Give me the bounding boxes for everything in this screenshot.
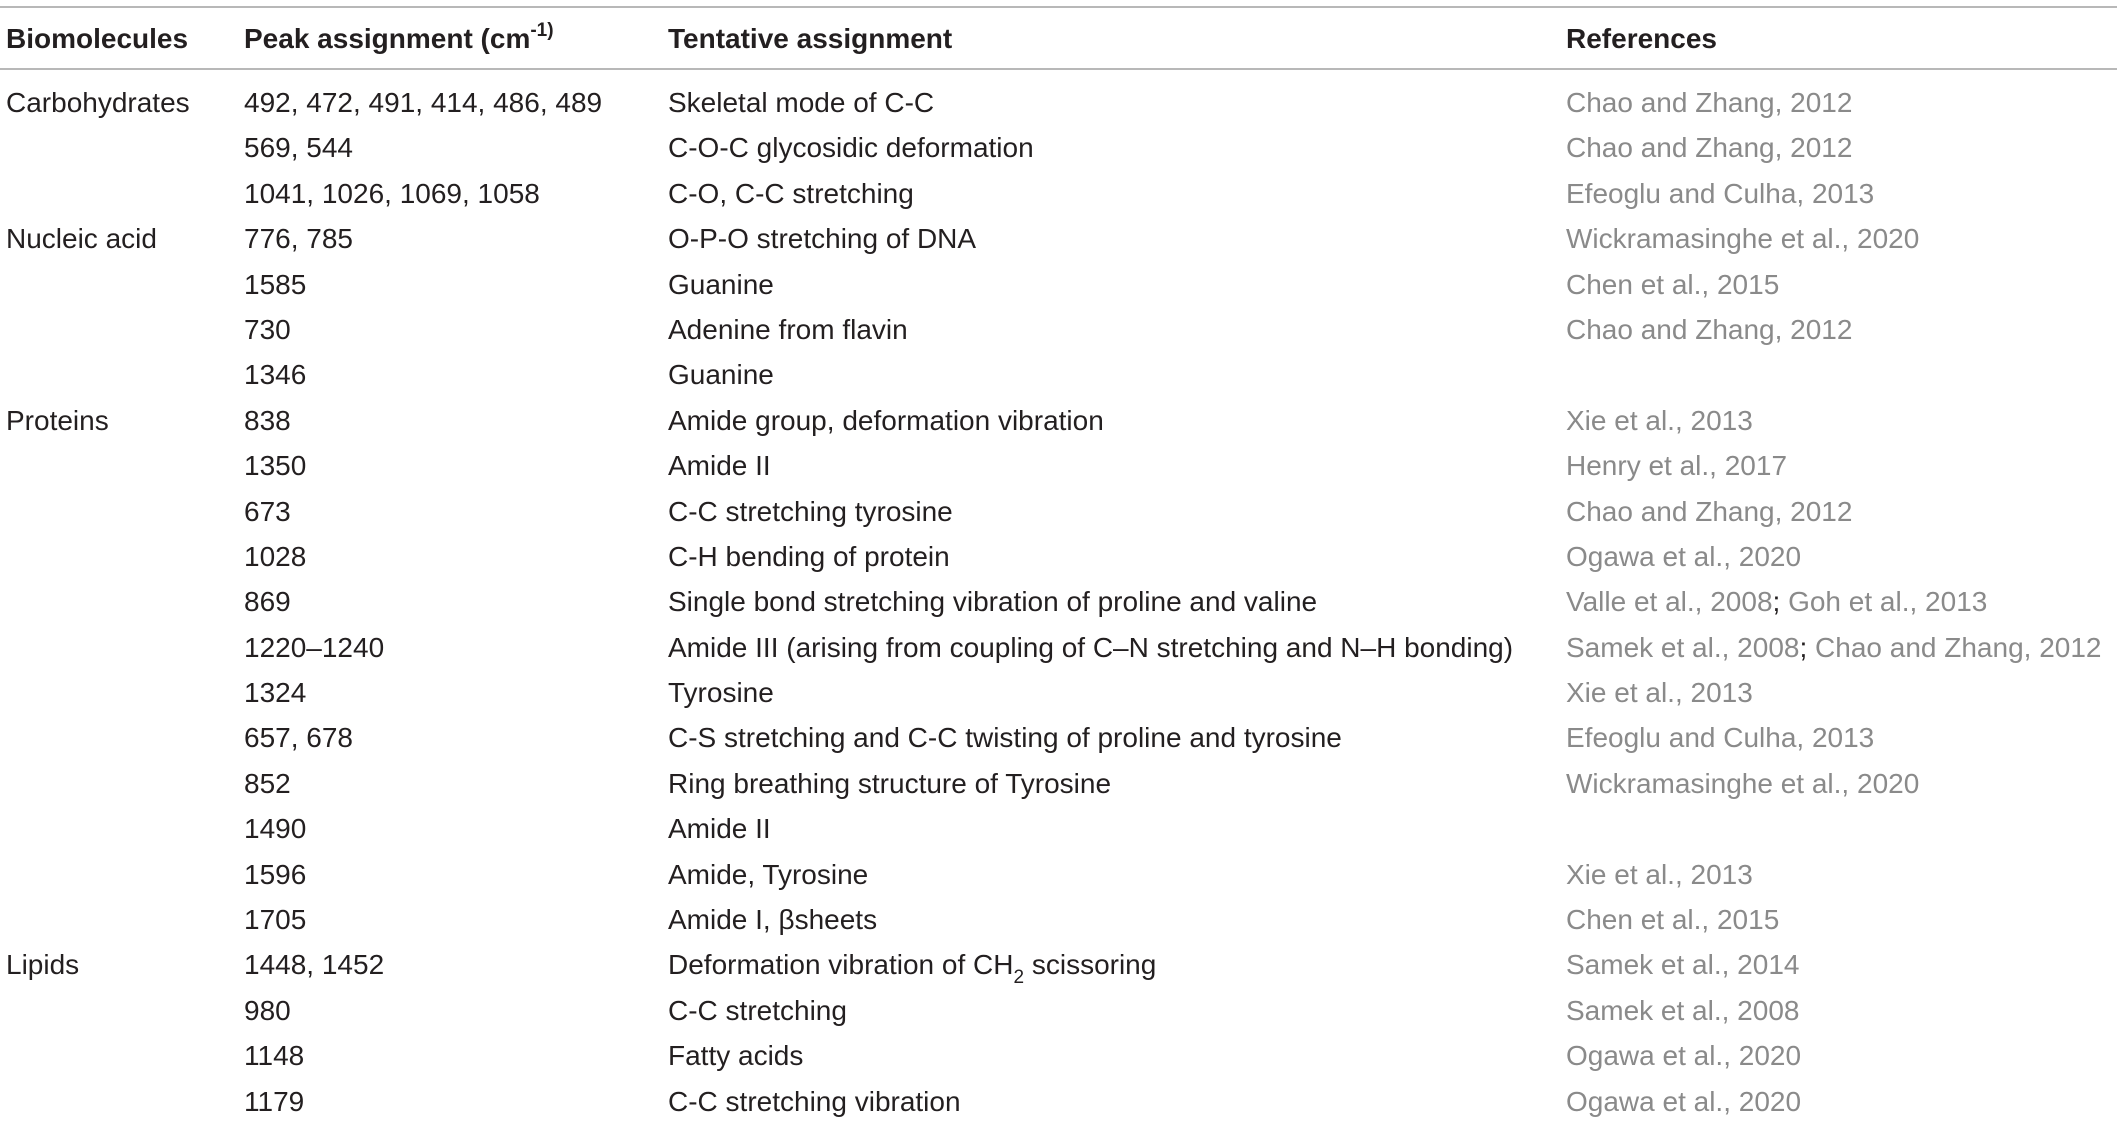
table-row [0,216,2117,261]
cell-peak-assignment: 1585 [244,268,307,300]
cell-tentative-assignment: Guanine [668,359,774,391]
cell-tentative-assignment [668,942,1156,987]
table-header-row [0,12,2117,66]
reference-link[interactable]: Goh et al., 2013 [1788,586,1988,618]
reference-link[interactable]: Efeoglu and Culha, 2013 [1566,177,1875,209]
cell-tentative-assignment: Amide, Tyrosine [668,858,869,890]
reference-link[interactable]: Chao and Zhang, 2012 [1566,313,1853,345]
cell-references [1566,398,1753,443]
cell-references [1566,670,1753,715]
table-row [0,852,2117,897]
reference-link[interactable]: Xie et al., 2013 [1566,677,1753,709]
cell-references [1566,1033,1801,1078]
cell-peak-assignment: 673 [244,495,291,527]
table-row [0,125,2117,170]
reference-link[interactable]: Chen et al., 2015 [1566,268,1780,300]
cell-peak-assignment: 1346 [244,359,307,391]
table-row [0,1079,2117,1124]
reference-separator: ; [1799,631,1816,663]
cell-peak-assignment: 730 [244,313,291,345]
cell-tentative-assignment: C-O-C glycosidic deformation [668,132,1034,164]
cell-biomolecule: Lipids [6,949,80,981]
table-row [0,80,2117,125]
header-references: References [1566,23,1717,54]
reference-link[interactable]: Wickramasinghe et al., 2020 [1566,223,1920,255]
table-row [0,1033,2117,1078]
cell-peak-assignment: 1448, 1452 [244,949,385,981]
cell-tentative-assignment: Amide II [668,450,771,482]
table-row [0,897,2117,942]
table-row [0,534,2117,579]
cell-peak-assignment: 1028 [244,540,307,572]
table-row [0,670,2117,715]
table-body [0,80,2117,1124]
cell-peak-assignment: 1220–1240 [244,631,385,663]
cell-tentative-assignment: C-O, C-C stretching [668,177,914,209]
table-row [0,942,2117,987]
table-row [0,579,2117,624]
cell-peak-assignment: 492, 472, 491, 414, 486, 489 [244,87,603,118]
cell-references [1566,942,1799,987]
reference-separator: ; [1772,586,1789,618]
reference-link[interactable]: Chao and Zhang, 2012 [1815,631,2102,663]
cell-tentative-assignment: C-C stretching tyrosine [668,495,953,527]
cell-peak-assignment: 980 [244,994,291,1026]
cell-peak-assignment: 1490 [244,813,307,845]
cell-tentative-assignment: Tyrosine [668,677,774,709]
table-row [0,715,2117,760]
cell-references [1566,761,1919,806]
reference-link[interactable]: Chao and Zhang, 2012 [1566,495,1853,527]
table-row [0,443,2117,488]
cell-references [1566,216,1919,261]
table-header-rule [0,68,2117,70]
reference-link[interactable]: Ogawa et al., 2020 [1566,540,1802,572]
table-row [0,262,2117,307]
table-row [0,307,2117,352]
cell-references [1566,1079,1801,1124]
cell-peak-assignment: 1148 [244,1040,305,1072]
reference-link[interactable]: Ogawa et al., 2020 [1566,1085,1802,1117]
cell-tentative-assignment: C-S stretching and C-C twisting of proline and tyrosine [668,722,1342,754]
cell-references [1566,307,1852,352]
cell-peak-assignment: 1350 [244,450,307,482]
cell-peak-assignment: 1324 [244,677,307,709]
table-row [0,398,2117,443]
cell-tentative-assignment: Fatty acids [668,1040,804,1072]
cell-peak-assignment: 1179 [244,1085,305,1117]
cell-tentative-assignment: Adenine from flavin [668,313,908,345]
chemical-subscript: 2 [1013,967,1025,989]
assignment-text-suffix: scissoring [1024,949,1157,981]
cell-peak-assignment: 657, 678 [244,722,353,754]
cell-biomolecule: Nucleic acid [6,223,157,255]
header-tentative-assignment: Tentative assignment [668,23,953,54]
reference-link[interactable]: Samek et al., 2008 [1566,994,1800,1026]
cell-tentative-assignment: Guanine [668,268,774,300]
cell-tentative-assignment: Amide II [668,813,771,845]
reference-link[interactable]: Ogawa et al., 2020 [1566,1040,1802,1072]
table-row [0,761,2117,806]
table-row [0,489,2117,534]
cell-biomolecule: Carbohydrates [6,87,190,118]
reference-link[interactable]: Henry et al., 2017 [1566,450,1788,482]
header-peak-unit-exponent: -1) [530,19,554,41]
cell-tentative-assignment: C-C stretching vibration [668,1085,961,1117]
cell-references [1566,262,1779,307]
reference-link[interactable]: Xie et al., 2013 [1566,858,1753,890]
cell-references [1566,534,1801,579]
reference-link[interactable]: Efeoglu and Culha, 2013 [1566,722,1875,754]
cell-references [1566,80,1852,125]
cell-references [1566,988,1799,1033]
reference-link[interactable]: Chen et al., 2015 [1566,904,1780,936]
cell-tentative-assignment: Amide III (arising from coupling of C–N stretching and N–H bonding) [668,631,1514,663]
cell-peak-assignment: 1041, 1026, 1069, 1058 [244,177,540,209]
table-row [0,625,2117,670]
cell-references [1566,579,1987,624]
reference-link[interactable]: Samek et al., 2014 [1566,949,1800,981]
cell-references [1566,171,1874,216]
cell-tentative-assignment: Single bond stretching vibration of proline and valine [668,586,1318,618]
cell-references [1566,443,1787,488]
table-row [0,352,2117,397]
header-peak-assignment [244,12,554,66]
cell-peak-assignment: 1705 [244,904,307,936]
cell-tentative-assignment: Amide group, deformation vibration [668,404,1104,436]
cell-peak-assignment: 838 [244,404,291,436]
reference-link[interactable]: Chao and Zhang, 2012 [1566,132,1853,164]
cell-peak-assignment: 569, 544 [244,132,353,164]
cell-references [1566,897,1779,942]
table-top-rule [0,6,2117,8]
table-row [0,171,2117,216]
cell-peak-assignment: 852 [244,767,291,799]
cell-tentative-assignment: Skeletal mode of C-C [668,87,935,118]
reference-link[interactable]: Chao and Zhang, 2012 [1566,87,1853,118]
cell-references [1566,489,1852,534]
cell-references [1566,125,1852,170]
reference-link[interactable]: Xie et al., 2013 [1566,404,1753,436]
table-row [0,988,2117,1033]
cell-tentative-assignment: C-C stretching [668,994,847,1026]
cell-tentative-assignment: C-H bending of protein [668,540,950,572]
cell-tentative-assignment: O-P-O stretching of DNA [668,223,977,255]
cell-biomolecule: Proteins [6,404,109,436]
cell-references [1566,625,2102,670]
reference-link[interactable]: Wickramasinghe et al., 2020 [1566,767,1920,799]
cell-peak-assignment: 776, 785 [244,223,353,255]
reference-link[interactable]: Samek et al., 2008 [1566,631,1800,663]
reference-link[interactable]: Valle et al., 2008 [1566,586,1773,618]
header-biomolecules: Biomolecules [6,23,189,54]
assignment-text: Deformation vibration of CH [668,949,1014,981]
cell-peak-assignment: 1596 [244,858,307,890]
cell-references [1566,715,1874,760]
cell-references [1566,852,1753,897]
cell-tentative-assignment: Ring breathing structure of Tyrosine [668,767,1112,799]
cell-peak-assignment: 869 [244,586,291,618]
cell-tentative-assignment: Amide I, βsheets [668,904,878,936]
table-row [0,806,2117,851]
header-peak-label: Peak assignment (cm [244,23,531,54]
